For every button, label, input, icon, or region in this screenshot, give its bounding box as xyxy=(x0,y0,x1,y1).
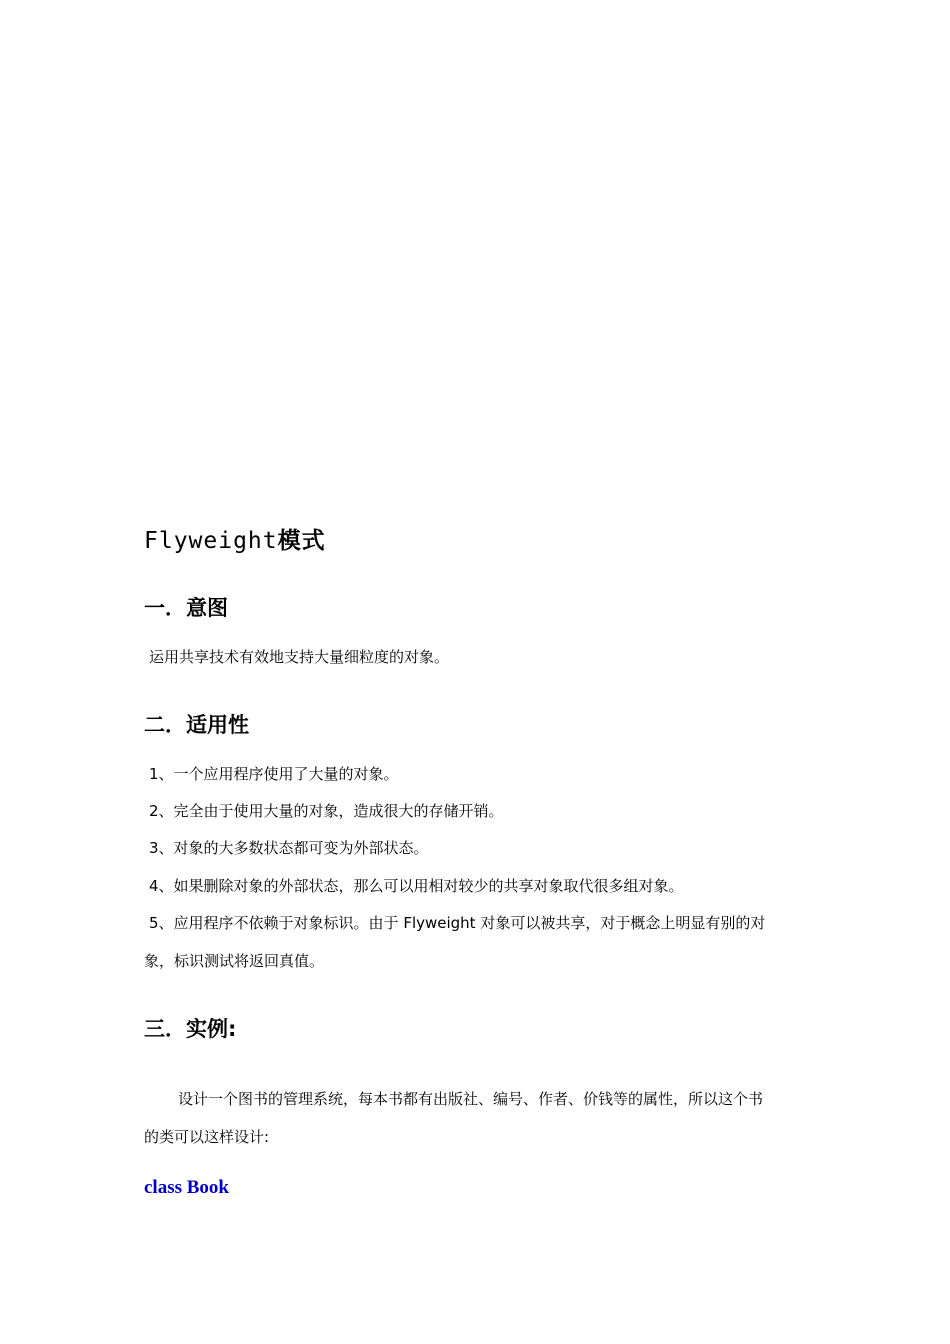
applicability-item-1: 1、一个应用程序使用了大量的对象。 xyxy=(149,765,399,783)
section-heading-example: 三．实例: xyxy=(144,1017,237,1041)
example-paragraph-line-1: 设计一个图书的管理系统，每本书都有出版社、编号、作者、价钱等的属性，所以这个书 xyxy=(178,1090,764,1108)
applicability-item-5: 5、应用程序不依赖于对象标识。由于 Flyweight 对象可以被共享，对于概念上明显有别的对 xyxy=(149,914,766,932)
applicability-item-4: 4、如果删除对象的外部状态，那么可以用相对较少的共享对象取代很多组对象。 xyxy=(149,877,684,895)
section-heading-applicability: 二．适用性 xyxy=(144,713,249,737)
title-latin: Flyweight xyxy=(144,528,278,554)
code-class-declaration: class Book xyxy=(144,1177,229,1198)
applicability-item-5-continued: 象，标识测试将返回真值。 xyxy=(144,952,325,970)
section-heading-intent: 一．意图 xyxy=(144,596,228,620)
example-paragraph-line-2: 的类可以这样设计: xyxy=(144,1128,270,1146)
title-cjk: 模式 xyxy=(277,528,326,554)
document-title xyxy=(144,522,326,555)
intent-paragraph: 运用共享技术有效地支持大量细粒度的对象。 xyxy=(149,648,450,666)
applicability-item-2: 2、完全由于使用大量的对象，造成很大的存储开销。 xyxy=(149,802,504,820)
applicability-item-3: 3、对象的大多数状态都可变为外部状态。 xyxy=(149,839,429,857)
